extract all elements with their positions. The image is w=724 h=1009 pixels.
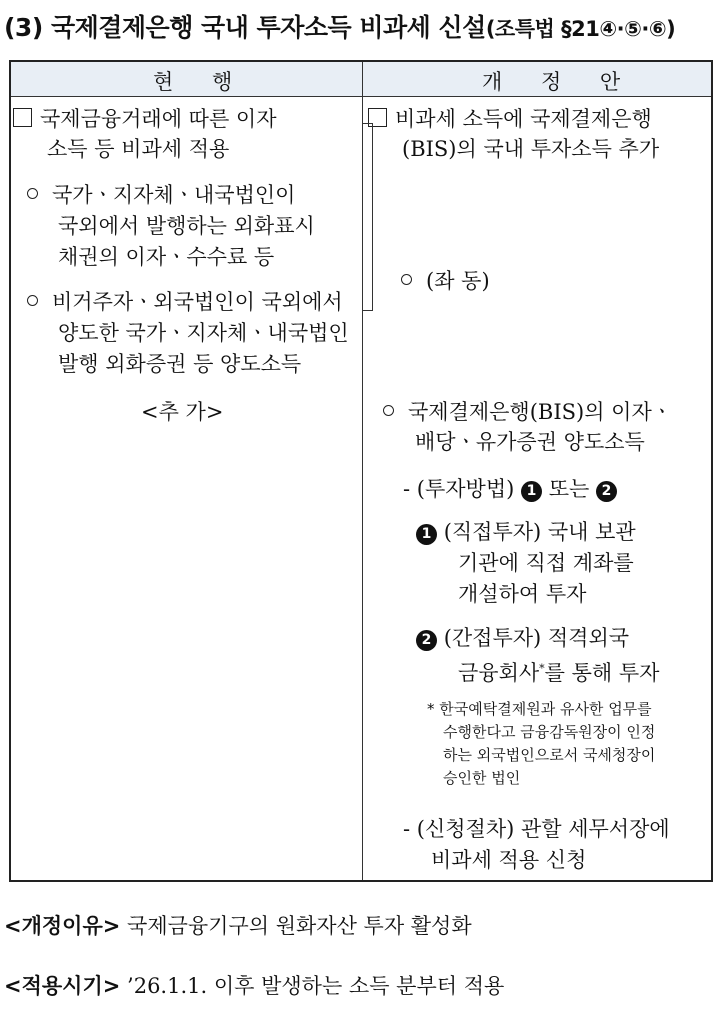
apply-label: <적용시기> — [4, 974, 121, 998]
bracket — [362, 123, 373, 311]
right-bis-line: 배당ㆍ유가증권 양도소득 — [415, 430, 645, 454]
right-bis: 국제결제은행(BIS)의 이자ㆍ — [383, 397, 672, 427]
footnote-line: 하는 외국법인으로서 국세청장이 — [443, 746, 656, 764]
table-header — [11, 62, 711, 97]
section-title — [4, 8, 675, 44]
right-indirect-line: 금융회사*를 통해 투자 — [458, 661, 660, 685]
circle-bullet-icon — [383, 405, 394, 416]
right-direct-line: 개설하여 투자 — [458, 582, 587, 606]
left-item-line: 소득 등 비과세 적용 — [47, 137, 230, 161]
left-sub-a-line: 채권의 이자ㆍ수수료 등 — [58, 245, 275, 269]
number-1-icon: 1 — [521, 481, 542, 502]
comparison-table — [9, 60, 713, 882]
apply-line — [4, 970, 504, 1000]
checkbox-square-icon — [13, 108, 32, 127]
left-add-note: <추 가> — [141, 400, 224, 424]
footnote-line: * 한국예탁결제원과 유사한 업무를 — [427, 700, 652, 718]
right-item: 비과세 소득에 국제결제은행 — [368, 104, 652, 134]
reason-line — [4, 910, 472, 940]
footnote-line: 승인한 법인 — [443, 769, 521, 787]
title-main: (3) 국제결제은행 국내 투자소득 비과세 신설 — [4, 13, 486, 42]
right-direct: 1 (직접투자) 국내 보관 — [416, 517, 636, 547]
number-2-icon: 2 — [596, 481, 617, 502]
right-indirect: 2 (간접투자) 적격외국 — [416, 623, 629, 653]
left-item: 국제금융거래에 따른 이자 — [13, 104, 277, 134]
apply-text: ’26.1.1. 이후 발생하는 소득 분부터 적용 — [127, 974, 505, 998]
right-same: (좌 동) — [401, 266, 490, 296]
right-method: - (투자방법) 1 또는 2 — [403, 474, 617, 504]
header-current: 현 행 — [153, 70, 249, 94]
circle-bullet-icon — [401, 274, 412, 285]
right-direct-line: 기관에 직접 계좌를 — [458, 551, 634, 575]
number-1-icon: 1 — [416, 524, 437, 545]
footnote-line: 수행한다고 금융감독원장이 인정 — [443, 723, 656, 741]
left-sub-a-line: 국외에서 발행하는 외화표시 — [58, 214, 315, 238]
reason-label: <개정이유> — [4, 914, 121, 938]
right-procedure: - (신청절차) 관할 세무서장에 — [403, 817, 670, 841]
number-2-icon: 2 — [416, 630, 437, 651]
right-item-line: (BIS)의 국내 투자소득 추가 — [402, 137, 660, 161]
left-sub-b: 비거주자ㆍ외국법인이 국외에서 — [27, 287, 343, 317]
title-ref: (조특법 §21④·⑤·⑥) — [485, 17, 676, 41]
reason-text: 국제금융기구의 원화자산 투자 활성화 — [127, 914, 472, 938]
left-sub-b-line: 발행 외화증권 등 양도소득 — [58, 352, 302, 376]
left-sub-b-line: 양도한 국가ㆍ지자체ㆍ내국법인 — [58, 321, 349, 345]
circle-bullet-icon — [27, 188, 38, 199]
left-sub-a: 국가ㆍ지자체ㆍ내국법인이 — [27, 180, 295, 210]
right-procedure-line: 비과세 적용 신청 — [431, 848, 587, 872]
circle-bullet-icon — [27, 295, 38, 306]
header-revised: 개 정 안 — [482, 70, 637, 94]
